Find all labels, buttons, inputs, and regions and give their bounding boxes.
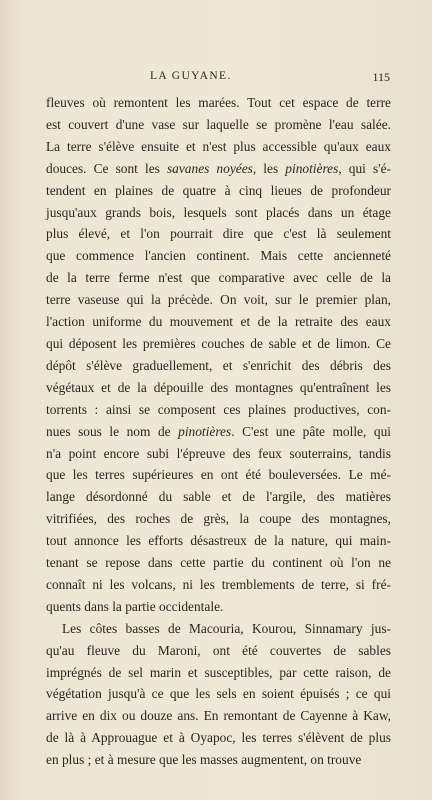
text-line: de la terre ferme n'est que comparative avec celle de la — [46, 270, 391, 286]
text-line: connaît ni les volcans, ni les tremblements de terre, si fré- — [46, 576, 391, 592]
text-line: que les terres supérieures en ont été bouleversées. Le mé- — [46, 467, 391, 483]
italic-term: pinotières — [285, 160, 339, 176]
text-line: plus élevé, et l'on pourrait dire que c'est là seulement — [46, 226, 391, 242]
text-line: Les côtes basses de Macouria, Kourou, Sinnamary jus- — [62, 620, 391, 636]
text-line: terre vaseuse qui la précède. On voit, sur le premier plan, — [46, 292, 391, 308]
text-line: fleuves où remontent les marées. Tout cet espace de terre — [46, 95, 391, 110]
running-head — [48, 70, 390, 86]
text-line: que commence l'ancien continent. Mais cette ancienneté — [46, 248, 391, 264]
text-line: est couvert d'une vase sur laquelle se promène l'eau salée. — [46, 116, 391, 132]
text-line: dépôt s'élève graduellement, et s'enrichit des débris des — [46, 357, 391, 373]
text-line: tendent en plaines de quatre à cinq lieues de profondeur — [46, 182, 391, 198]
paragraph — [46, 92, 391, 618]
text-line: arrive en dix ou douze ans. En remontant de Cayenne à Kaw, — [46, 708, 391, 724]
text-line: quents dans la partie occidentale. — [46, 598, 224, 614]
text-line: de là à Approuague et à Oyapoc, les terres s'élèvent de plus — [46, 730, 391, 746]
text-line: tenant se repose dans cette partie du continent où l'on ne — [46, 555, 391, 571]
text-line: jusqu'aux grands bois, lesquels sont placés dans un étage — [46, 204, 391, 220]
paragraph — [46, 618, 391, 771]
text-line: en plus ; et à mesure que les masses augmentent, on trouve — [46, 752, 362, 768]
text-line: douces. Ce sont les savanes noyées, les pinotières, qui s'é- — [46, 160, 391, 176]
text-line: l'action uniforme du mouvement et de la retraite des eaux — [46, 314, 391, 330]
text-line: nues sous le nom de pinotières. C'est une pâte molle, qui — [46, 423, 391, 439]
italic-term: pinotières — [178, 423, 232, 439]
text-line: torrents : ainsi se composent ces plaines productives, con- — [46, 401, 391, 417]
text-line: vitrifiées, des roches de grès, la coupe des montagnes, — [46, 511, 391, 527]
page-number: 115 — [372, 70, 390, 84]
text-line: n'a point encore subi l'épreuve des feux souterrains, tandis — [46, 445, 391, 461]
text-line: qui déposent les premières couches de sable et de limon. Ce — [46, 335, 391, 351]
text-line: tout annonce les efforts désastreux de la nature, qui main- — [46, 533, 391, 549]
italic-term: savanes noyées — [166, 160, 253, 176]
text-line: végétaux et de la dépouille des montagnes qu'entraînent les — [46, 379, 391, 395]
text-line: La terre s'élève ensuite et n'est plus accessible qu'aux eaux — [46, 138, 391, 154]
text-line: imprégnés de sel marin et susceptibles, par cette raison, de — [46, 664, 391, 680]
running-title: LA GUYANE. — [150, 70, 232, 82]
body-text — [46, 92, 391, 771]
text-line: végétation jusqu'à ce que les sels en soient épuisés ; ce qui — [46, 686, 391, 702]
text-line: qu'au fleuve du Maroni, ont été couvertes de sables — [46, 642, 391, 658]
text-line: lange désordonné du sable et de l'argile, des matières — [46, 489, 391, 505]
